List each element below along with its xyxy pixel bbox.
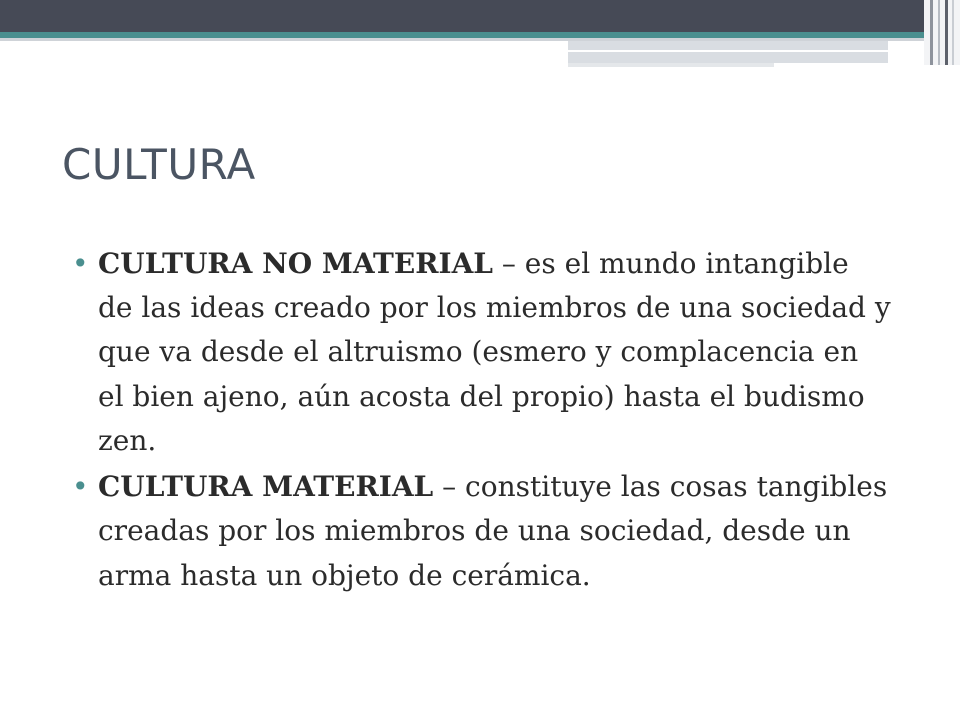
bullet-text: – constituye las cosas tangibles creadas por los miembros de una sociedad, desde un arma hasta un objeto de cerámica.	[98, 470, 888, 592]
header-decor-underline	[568, 63, 774, 67]
bullet-list	[72, 242, 892, 600]
bullet-item	[72, 242, 892, 463]
bullet-dot-icon: •	[72, 247, 89, 280]
corner-stripe	[945, 0, 948, 65]
bullet-term: CULTURA MATERIAL	[98, 470, 434, 504]
slide-title: CULTURA	[62, 140, 256, 189]
corner-stripe	[930, 0, 933, 65]
header-decor-highlight	[568, 50, 888, 52]
header-band	[0, 0, 960, 32]
corner-stripe	[952, 0, 954, 65]
bullet-dot-icon: •	[72, 470, 89, 504]
bullet-text: – es el mundo intangible de las ideas creado por los miembros de una sociedad y que va desde el altruismo (esmero y complacencia en el bien ajeno, aún acosta del propio) hasta el budismo zen.	[98, 247, 891, 457]
corner-stripe	[938, 0, 940, 65]
bullet-item	[72, 465, 892, 598]
bullet-term: CULTURA NO MATERIAL	[98, 247, 493, 280]
header-decor-bar	[568, 41, 888, 63]
